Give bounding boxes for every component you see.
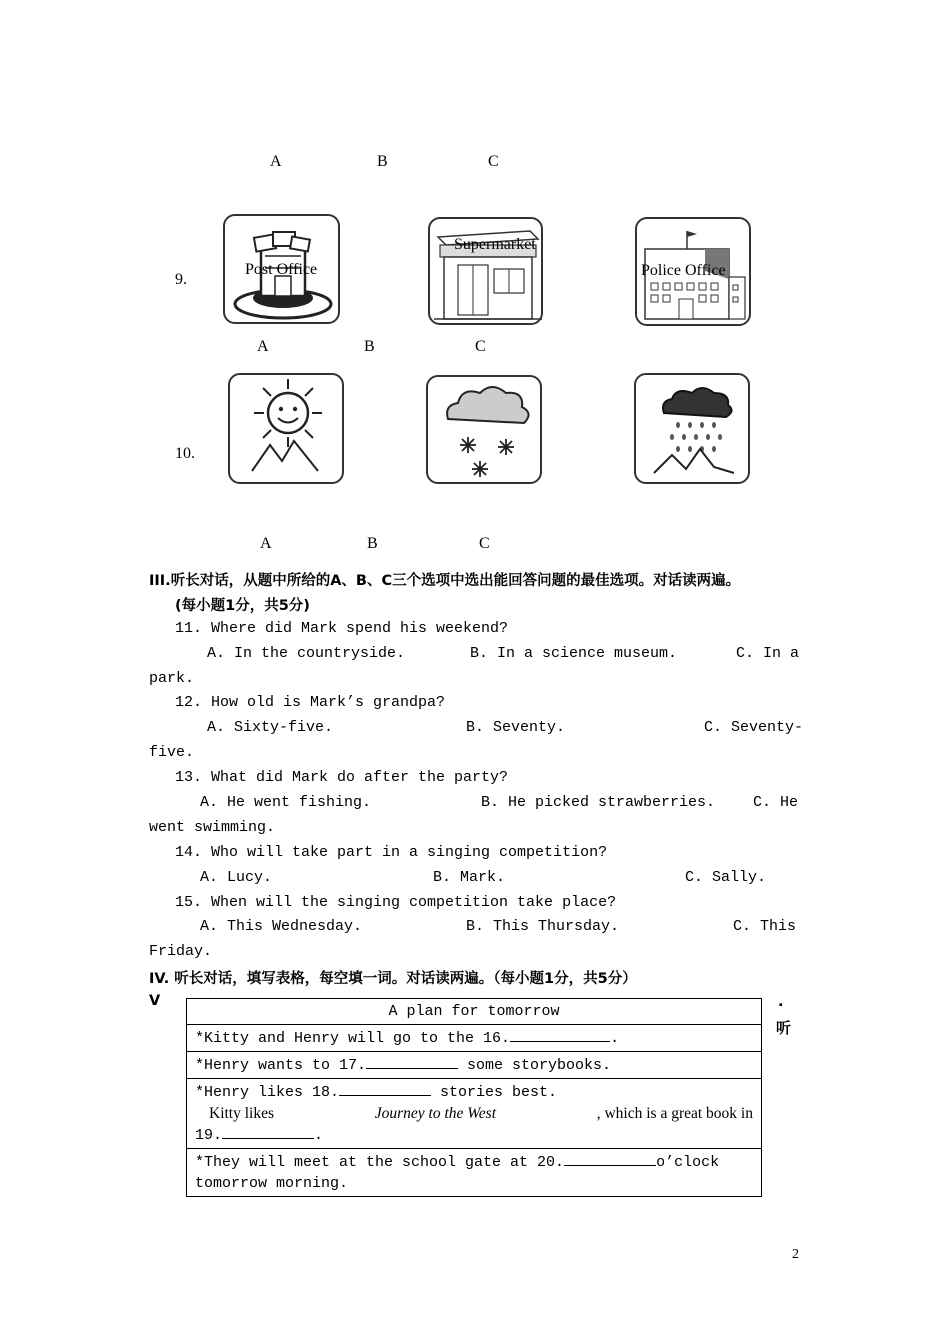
q11-option-a: A. In the countryside.: [207, 645, 406, 662]
q12-option-a: A. Sixty-five.: [207, 719, 334, 736]
q11-option-b: B. In a science museum.: [470, 645, 678, 662]
blank-20[interactable]: [564, 1151, 656, 1166]
q12-option-c-cont: five.: [149, 744, 195, 761]
blank-16[interactable]: [510, 1027, 610, 1042]
row-18-line: [195, 1081, 753, 1103]
row-18-text: *Henry likes 18.: [195, 1084, 340, 1101]
table-row: [187, 1079, 762, 1149]
row-19-text-a: Kitty likes: [209, 1105, 275, 1122]
top-option-a: A: [270, 153, 282, 170]
question-12: 12. How old is Mark’s grandpa?: [175, 694, 446, 711]
question-11: 11. Where did Mark spend his weekend?: [175, 620, 509, 637]
rainy-icon: [636, 375, 752, 486]
page-number: 2: [792, 1247, 799, 1262]
row-19-number: 19.: [195, 1127, 223, 1144]
table-row: [187, 1025, 762, 1052]
plan-row-17: [187, 1052, 762, 1079]
row-20-line: [195, 1151, 753, 1173]
police-office-label: Police Office: [641, 262, 726, 279]
section-4-margin-char: 听: [776, 1019, 792, 1037]
q13-option-c-cont: went swimming.: [149, 819, 276, 836]
section-3-subheading: (每小题1分，共5分): [175, 598, 310, 614]
blank-17[interactable]: [366, 1054, 458, 1069]
plan-table-title: A plan for tomorrow: [187, 999, 762, 1025]
row-20-text: *They will meet at the school gate at 20.: [195, 1154, 565, 1171]
row-16-end: .: [610, 1030, 620, 1047]
plan-row-16: [187, 1025, 762, 1052]
picture-sunny: [228, 373, 344, 484]
q15-option-c: C. This: [733, 918, 797, 935]
top-option-b: B: [377, 153, 388, 170]
q10-option-b: B: [367, 535, 378, 552]
q11-option-c-cont: park.: [149, 670, 195, 687]
picture-rainy: [634, 373, 750, 484]
q15-option-b: B. This Thursday.: [466, 918, 620, 935]
table-row: [187, 999, 762, 1025]
picture-snowy: [426, 375, 542, 484]
q12-option-c: C. Seventy-: [704, 719, 804, 736]
table-row: [187, 1052, 762, 1079]
q11-option-c: C. In a: [736, 645, 800, 662]
row-17-end: some storybooks.: [458, 1057, 612, 1074]
picture-post-office: [223, 214, 340, 324]
question-13: 13. What did Mark do after the party?: [175, 769, 509, 786]
q15-option-c-cont: Friday.: [149, 943, 213, 960]
q14-option-b: B. Mark.: [433, 869, 506, 886]
row-18-end: stories best.: [431, 1084, 558, 1101]
picture-supermarket: [428, 217, 543, 325]
top-option-c: C: [488, 153, 499, 170]
snowy-icon: [428, 377, 544, 486]
section-4-heading: IV. 听长对话，填写表格，每空填一词。对话读两遍。（每小题1分，共5分）: [149, 971, 637, 987]
q13-option-b: B. He picked strawberries.: [481, 794, 716, 811]
row-20-end: o’clock: [656, 1154, 720, 1171]
q14-option-c: C. Sally.: [685, 869, 767, 886]
q10-option-c: C: [479, 535, 490, 552]
picture-police-office: [635, 217, 751, 326]
section-3-heading: III.听长对话，从题中所给的A、B、C三个选项中选出能回答问题的最佳选项。对话读两遍。: [149, 573, 741, 589]
row-19-end: .: [314, 1127, 324, 1144]
blank-18[interactable]: [339, 1081, 431, 1096]
post-office-label: Post Office: [245, 261, 318, 278]
table-row: [187, 1149, 762, 1197]
question-9-number: 9.: [175, 271, 187, 288]
q9-option-b: B: [364, 338, 375, 355]
section-4-margin-dot: .: [778, 994, 784, 1010]
row-19-blank-line: [195, 1124, 753, 1146]
plan-table: [186, 998, 762, 1197]
supermarket-label: Supermarket: [454, 236, 536, 253]
row-20-line-2: tomorrow morning.: [195, 1175, 349, 1192]
q15-option-a: A. This Wednesday.: [200, 918, 363, 935]
q14-option-a: A. Lucy.: [200, 869, 273, 886]
row-19-text-b: , which is a great book in: [596, 1105, 753, 1122]
q10-option-a: A: [260, 535, 272, 552]
row-16-text: *Kitty and Henry will go to the 16.: [195, 1030, 511, 1047]
sunny-icon: [230, 375, 346, 486]
plan-row-20: [187, 1149, 762, 1197]
section-4-margin-left: V: [149, 993, 161, 1009]
row-17-text: *Henry wants to 17.: [195, 1057, 367, 1074]
plan-row-18-19: [187, 1079, 762, 1149]
q12-option-b: B. Seventy.: [466, 719, 566, 736]
q9-option-c: C: [475, 338, 486, 355]
question-10-number: 10.: [175, 445, 195, 462]
row-19-line: [195, 1103, 753, 1124]
question-15: 15. When will the singing competition take place?: [175, 894, 617, 911]
q13-option-c: C. He: [753, 794, 799, 811]
blank-19[interactable]: [222, 1124, 314, 1139]
q9-option-a: A: [257, 338, 269, 355]
q13-option-a: A. He went fishing.: [200, 794, 372, 811]
question-14: 14. Who will take part in a singing competition?: [175, 844, 608, 861]
book-title: Journey to the West: [374, 1105, 496, 1122]
